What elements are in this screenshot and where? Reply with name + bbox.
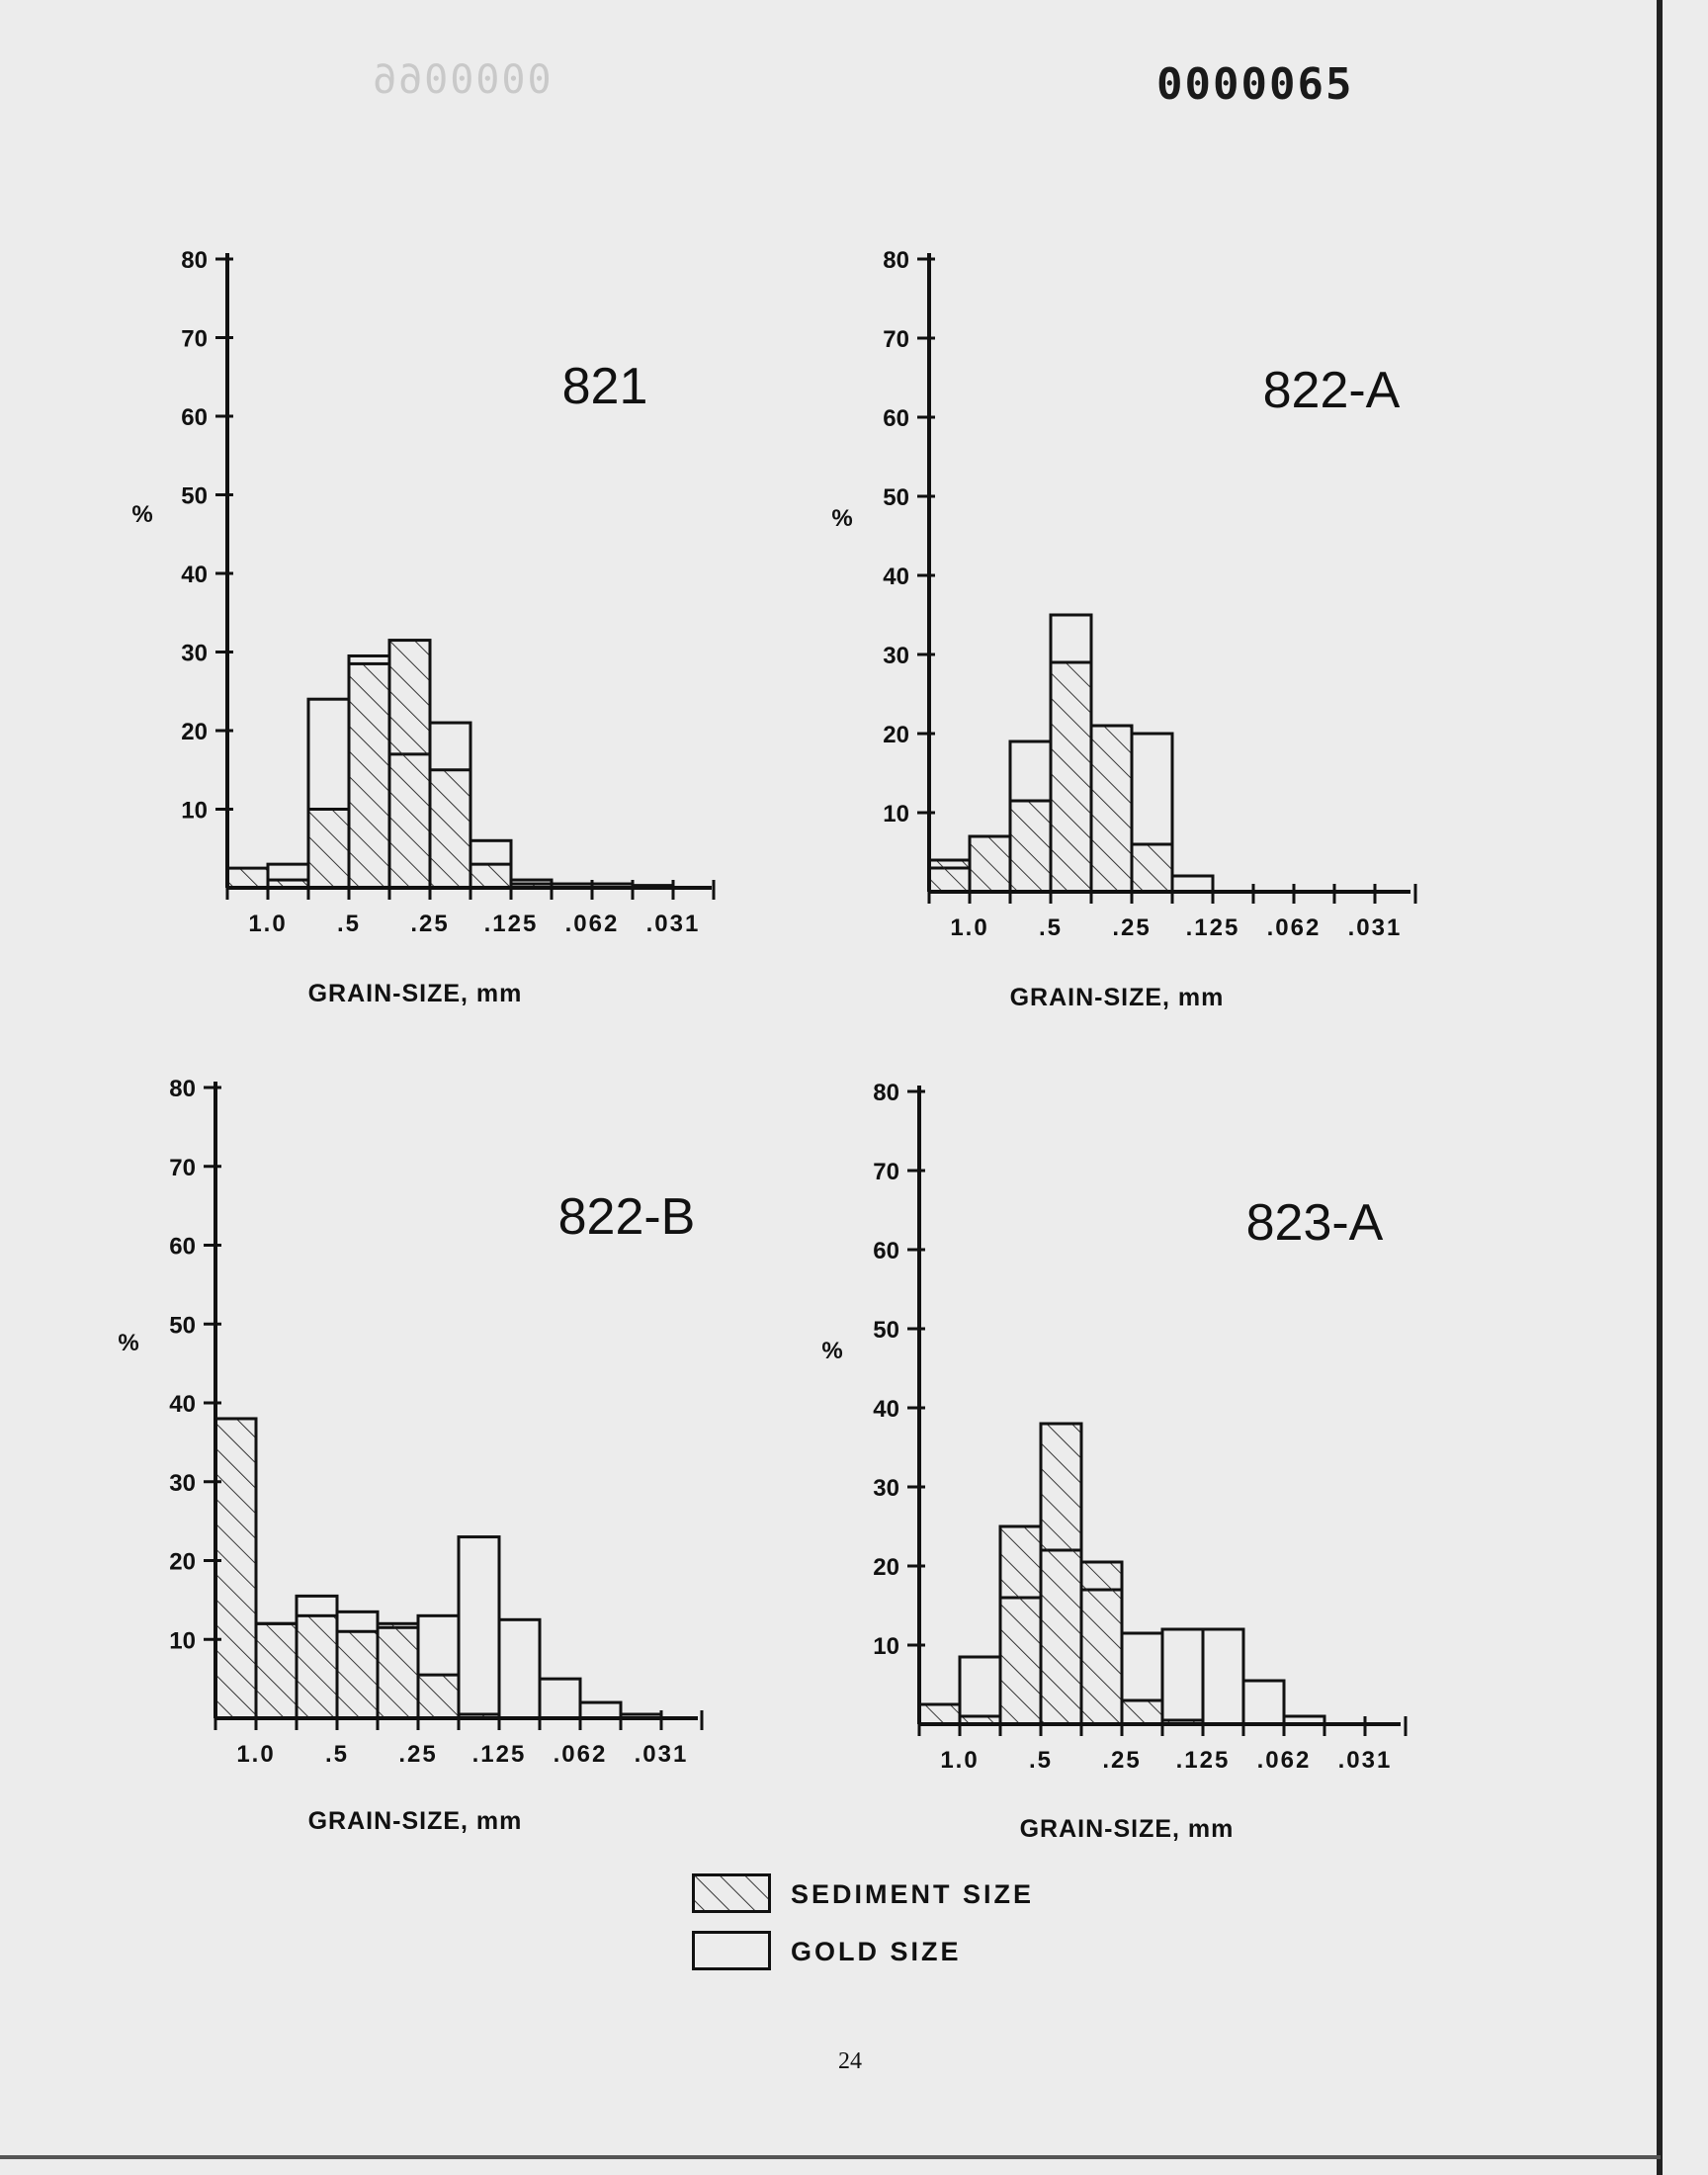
x-tick-label: 1.0 [236, 1741, 276, 1768]
y-tick-label: 60 [169, 1233, 196, 1261]
gold-bar [1162, 1629, 1203, 1724]
sediment-bar [1122, 1700, 1162, 1724]
y-tick-label: 70 [873, 1159, 899, 1185]
panel-title: 823-A [1245, 1194, 1384, 1252]
x-tick-label: .5 [1038, 914, 1064, 941]
x-tick-label: 1.0 [950, 914, 989, 941]
y-tick-label: 70 [883, 326, 909, 353]
histogram-panel-0 [131, 247, 714, 1007]
sediment-bar [256, 1623, 297, 1718]
y-tick-label: 80 [181, 247, 208, 274]
sediment-bar [1081, 1562, 1122, 1724]
legend-label-sediment: SEDIMENT SIZE [791, 1879, 1035, 1909]
y-axis-label: % [831, 505, 853, 532]
sediment-bar [1000, 1526, 1041, 1724]
gold-bar [459, 1537, 499, 1718]
sediment-bar [970, 836, 1010, 892]
x-tick-label: .125 [471, 1741, 527, 1768]
legend-item-gold [692, 1931, 1048, 1974]
sediment-bar [1051, 662, 1091, 892]
y-tick-label: 40 [181, 562, 208, 588]
x-tick-label: .5 [324, 1741, 350, 1768]
sediment-bar [1010, 801, 1051, 892]
y-tick-label: 50 [169, 1312, 196, 1340]
histogram-panel-1 [831, 247, 1415, 1011]
y-tick-label: 80 [883, 247, 909, 274]
y-tick-label: 50 [883, 484, 909, 511]
y-tick-label: 30 [181, 640, 208, 667]
sediment-bar [919, 1704, 960, 1724]
y-tick-label: 20 [883, 722, 909, 748]
sediment-bar [337, 1631, 378, 1718]
panel-title: 821 [561, 358, 648, 415]
x-tick-label: 1.0 [248, 911, 288, 937]
sediment-bar [389, 641, 430, 888]
y-tick-label: 70 [181, 325, 208, 353]
x-axis-title: GRAIN-SIZE, mm [1019, 1815, 1235, 1843]
y-axis-label: % [821, 1338, 843, 1364]
sediment-bar [470, 864, 511, 888]
y-tick-label: 40 [169, 1391, 196, 1418]
x-tick-label: .25 [1112, 914, 1152, 941]
legend-item-sediment [692, 1873, 1048, 1917]
x-axis-title: GRAIN-SIZE, mm [307, 1807, 523, 1835]
y-tick-label: 40 [873, 1396, 899, 1423]
gold-bar [580, 1702, 621, 1718]
sediment-bar [430, 770, 470, 888]
x-axis-title: GRAIN-SIZE, mm [307, 980, 523, 1007]
panel-title: 822-A [1262, 362, 1401, 419]
sediment-bar [929, 860, 970, 892]
page-number: 24 [838, 2048, 862, 2074]
panel-title: 822-B [557, 1188, 696, 1246]
sediment-bar [1132, 844, 1172, 892]
gold-bar [499, 1619, 540, 1718]
x-tick-label: .25 [1102, 1747, 1142, 1774]
x-axis-title: GRAIN-SIZE, mm [1009, 984, 1225, 1011]
y-tick-label: 60 [873, 1238, 899, 1264]
sediment-bar [378, 1623, 418, 1718]
y-tick-label: 30 [169, 1469, 196, 1497]
y-tick-label: 20 [873, 1554, 899, 1581]
gold-bar [1172, 876, 1213, 892]
histogram-panel-2 [118, 1076, 702, 1835]
y-tick-label: 10 [169, 1627, 196, 1655]
sediment-bar [297, 1615, 337, 1718]
gold-bar [540, 1679, 580, 1718]
legend-label-gold: GOLD SIZE [791, 1937, 962, 1966]
y-tick-label: 20 [169, 1548, 196, 1576]
x-tick-label: .031 [634, 1741, 689, 1768]
gold-bar [1243, 1681, 1284, 1724]
sediment-bar [227, 868, 268, 888]
x-tick-label: .125 [483, 911, 539, 937]
sediment-swatch [692, 1873, 771, 1913]
x-tick-label: .5 [1028, 1747, 1054, 1774]
y-tick-label: 50 [873, 1317, 899, 1344]
bleed-through-stamp: 0000066 [371, 57, 552, 103]
y-axis-label: % [118, 1330, 139, 1356]
histogram-panel-3 [821, 1080, 1406, 1843]
gold-bar [1203, 1629, 1243, 1724]
gold-bar [960, 1657, 1000, 1724]
gold-swatch [692, 1931, 771, 1970]
y-tick-label: 10 [883, 801, 909, 827]
y-tick-label: 80 [169, 1076, 196, 1102]
y-tick-label: 60 [181, 404, 208, 431]
x-tick-label: .062 [1256, 1747, 1312, 1774]
y-tick-label: 40 [883, 564, 909, 590]
y-tick-label: 10 [873, 1633, 899, 1660]
x-tick-label: .25 [398, 1741, 438, 1768]
x-tick-label: .031 [645, 911, 701, 937]
y-tick-label: 70 [169, 1154, 196, 1181]
y-tick-label: 20 [181, 719, 208, 745]
y-tick-label: 50 [181, 482, 208, 510]
y-tick-label: 60 [883, 405, 909, 432]
document-number-stamp: 0000065 [1156, 59, 1354, 110]
y-tick-label: 10 [181, 797, 208, 825]
sediment-bar [1041, 1424, 1081, 1724]
x-tick-label: .062 [1266, 914, 1322, 941]
sediment-bar [418, 1675, 459, 1718]
x-tick-label: 1.0 [940, 1747, 980, 1774]
sediment-bar [308, 810, 349, 889]
x-tick-label: .062 [564, 911, 620, 937]
x-tick-label: .5 [336, 911, 362, 937]
sediment-bar [349, 663, 389, 888]
sediment-bar [215, 1419, 256, 1718]
x-tick-label: .031 [1337, 1747, 1393, 1774]
x-tick-label: .125 [1175, 1747, 1231, 1774]
x-tick-label: .125 [1185, 914, 1240, 941]
sediment-bar [1091, 726, 1132, 892]
x-tick-label: .25 [410, 911, 450, 937]
y-axis-label: % [131, 501, 153, 528]
y-tick-label: 30 [873, 1475, 899, 1502]
y-tick-label: 30 [883, 643, 909, 669]
y-tick-label: 80 [873, 1080, 899, 1106]
x-tick-label: .062 [553, 1741, 608, 1768]
x-tick-label: .031 [1347, 914, 1403, 941]
